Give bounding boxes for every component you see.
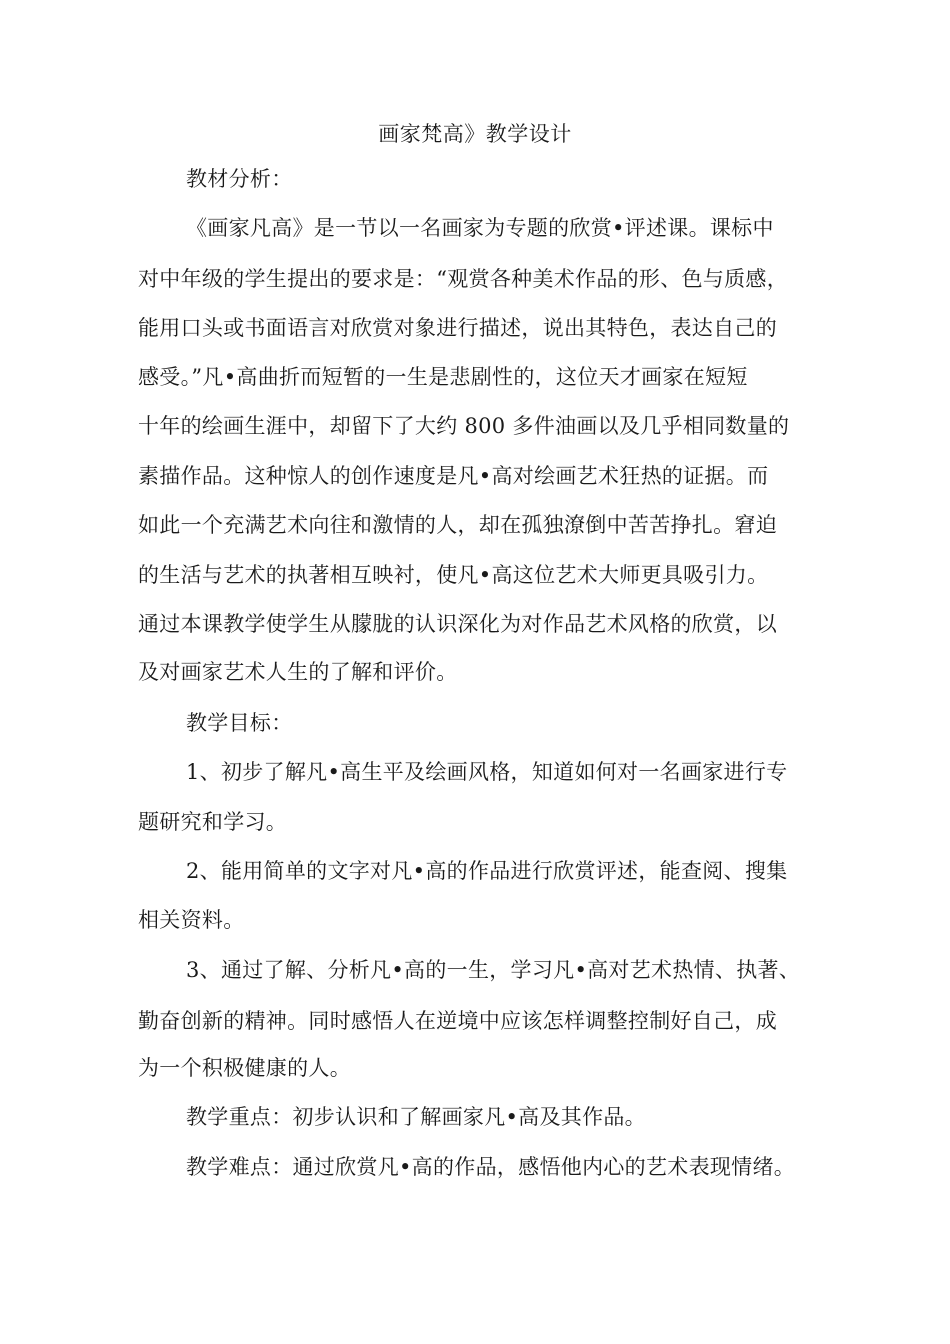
document-title: 画家梵高》教学设计 <box>378 122 572 146</box>
analysis-line: 通过本课教学使学生从朦胧的认识深化为对作品艺术风格的欣赏，以 <box>138 612 777 636</box>
goal-1-line: 题研究和学习。 <box>138 810 288 834</box>
goal-3-line: 勤奋创新的精神。同时感悟人在逆境中应该怎样调整控制好自己，成 <box>138 1009 777 1033</box>
analysis-line: 及对画家艺术人生的了解和评价。 <box>138 660 458 684</box>
analysis-line: 对中年级的学生提出的要求是：“观赏各种美术作品的形、色与质感， <box>138 267 789 291</box>
goal-1-line: 1、初步了解凡•高生平及绘画风格，知道如何对一名画家进行专 <box>186 760 788 784</box>
analysis-line: 十年的绘画生涯中，却留下了大约 800 多件油画以及几乎相同数量的 <box>138 414 790 438</box>
analysis-line: 《画家凡高》是一节以一名画家为专题的欣赏•评述课。课标中 <box>186 216 774 240</box>
goal-2-line: 相关资料。 <box>138 908 245 932</box>
analysis-line: 如此一个充满艺术向往和激情的人，却在孤独潦倒中苦苦挣扎。窘迫 <box>138 513 777 537</box>
goal-3-line: 为一个积极健康的人。 <box>138 1056 351 1080</box>
analysis-line: 能用口头或书面语言对欣赏对象进行描述，说出其特色，表达自己的 <box>138 316 777 340</box>
analysis-line: 的生活与艺术的执著相互映衬，使凡•高这位艺术大师更具吸引力。 <box>138 563 769 587</box>
difficulty-point: 教学难点：通过欣赏凡•高的作品，感悟他内心的艺术表现情绪。 <box>186 1155 796 1179</box>
key-point: 教学重点：初步认识和了解画家凡•高及其作品。 <box>186 1105 646 1129</box>
analysis-line: 素描作品。这种惊人的创作速度是凡•高对绘画艺术狂热的证据。而 <box>138 464 769 488</box>
analysis-line: 感受。”凡•高曲折而短暂的一生是悲剧性的，这位天才画家在短短 <box>138 365 748 389</box>
goals-heading: 教学目标： <box>186 711 293 735</box>
goal-3-line: 3、通过了解、分析凡•高的一生，学习凡•高对艺术热情、执著、 <box>186 958 801 982</box>
goal-2-line: 2、能用简单的文字对凡•高的作品进行欣赏评述，能查阅、搜集 <box>186 859 788 883</box>
analysis-heading: 教材分析： <box>186 167 293 191</box>
